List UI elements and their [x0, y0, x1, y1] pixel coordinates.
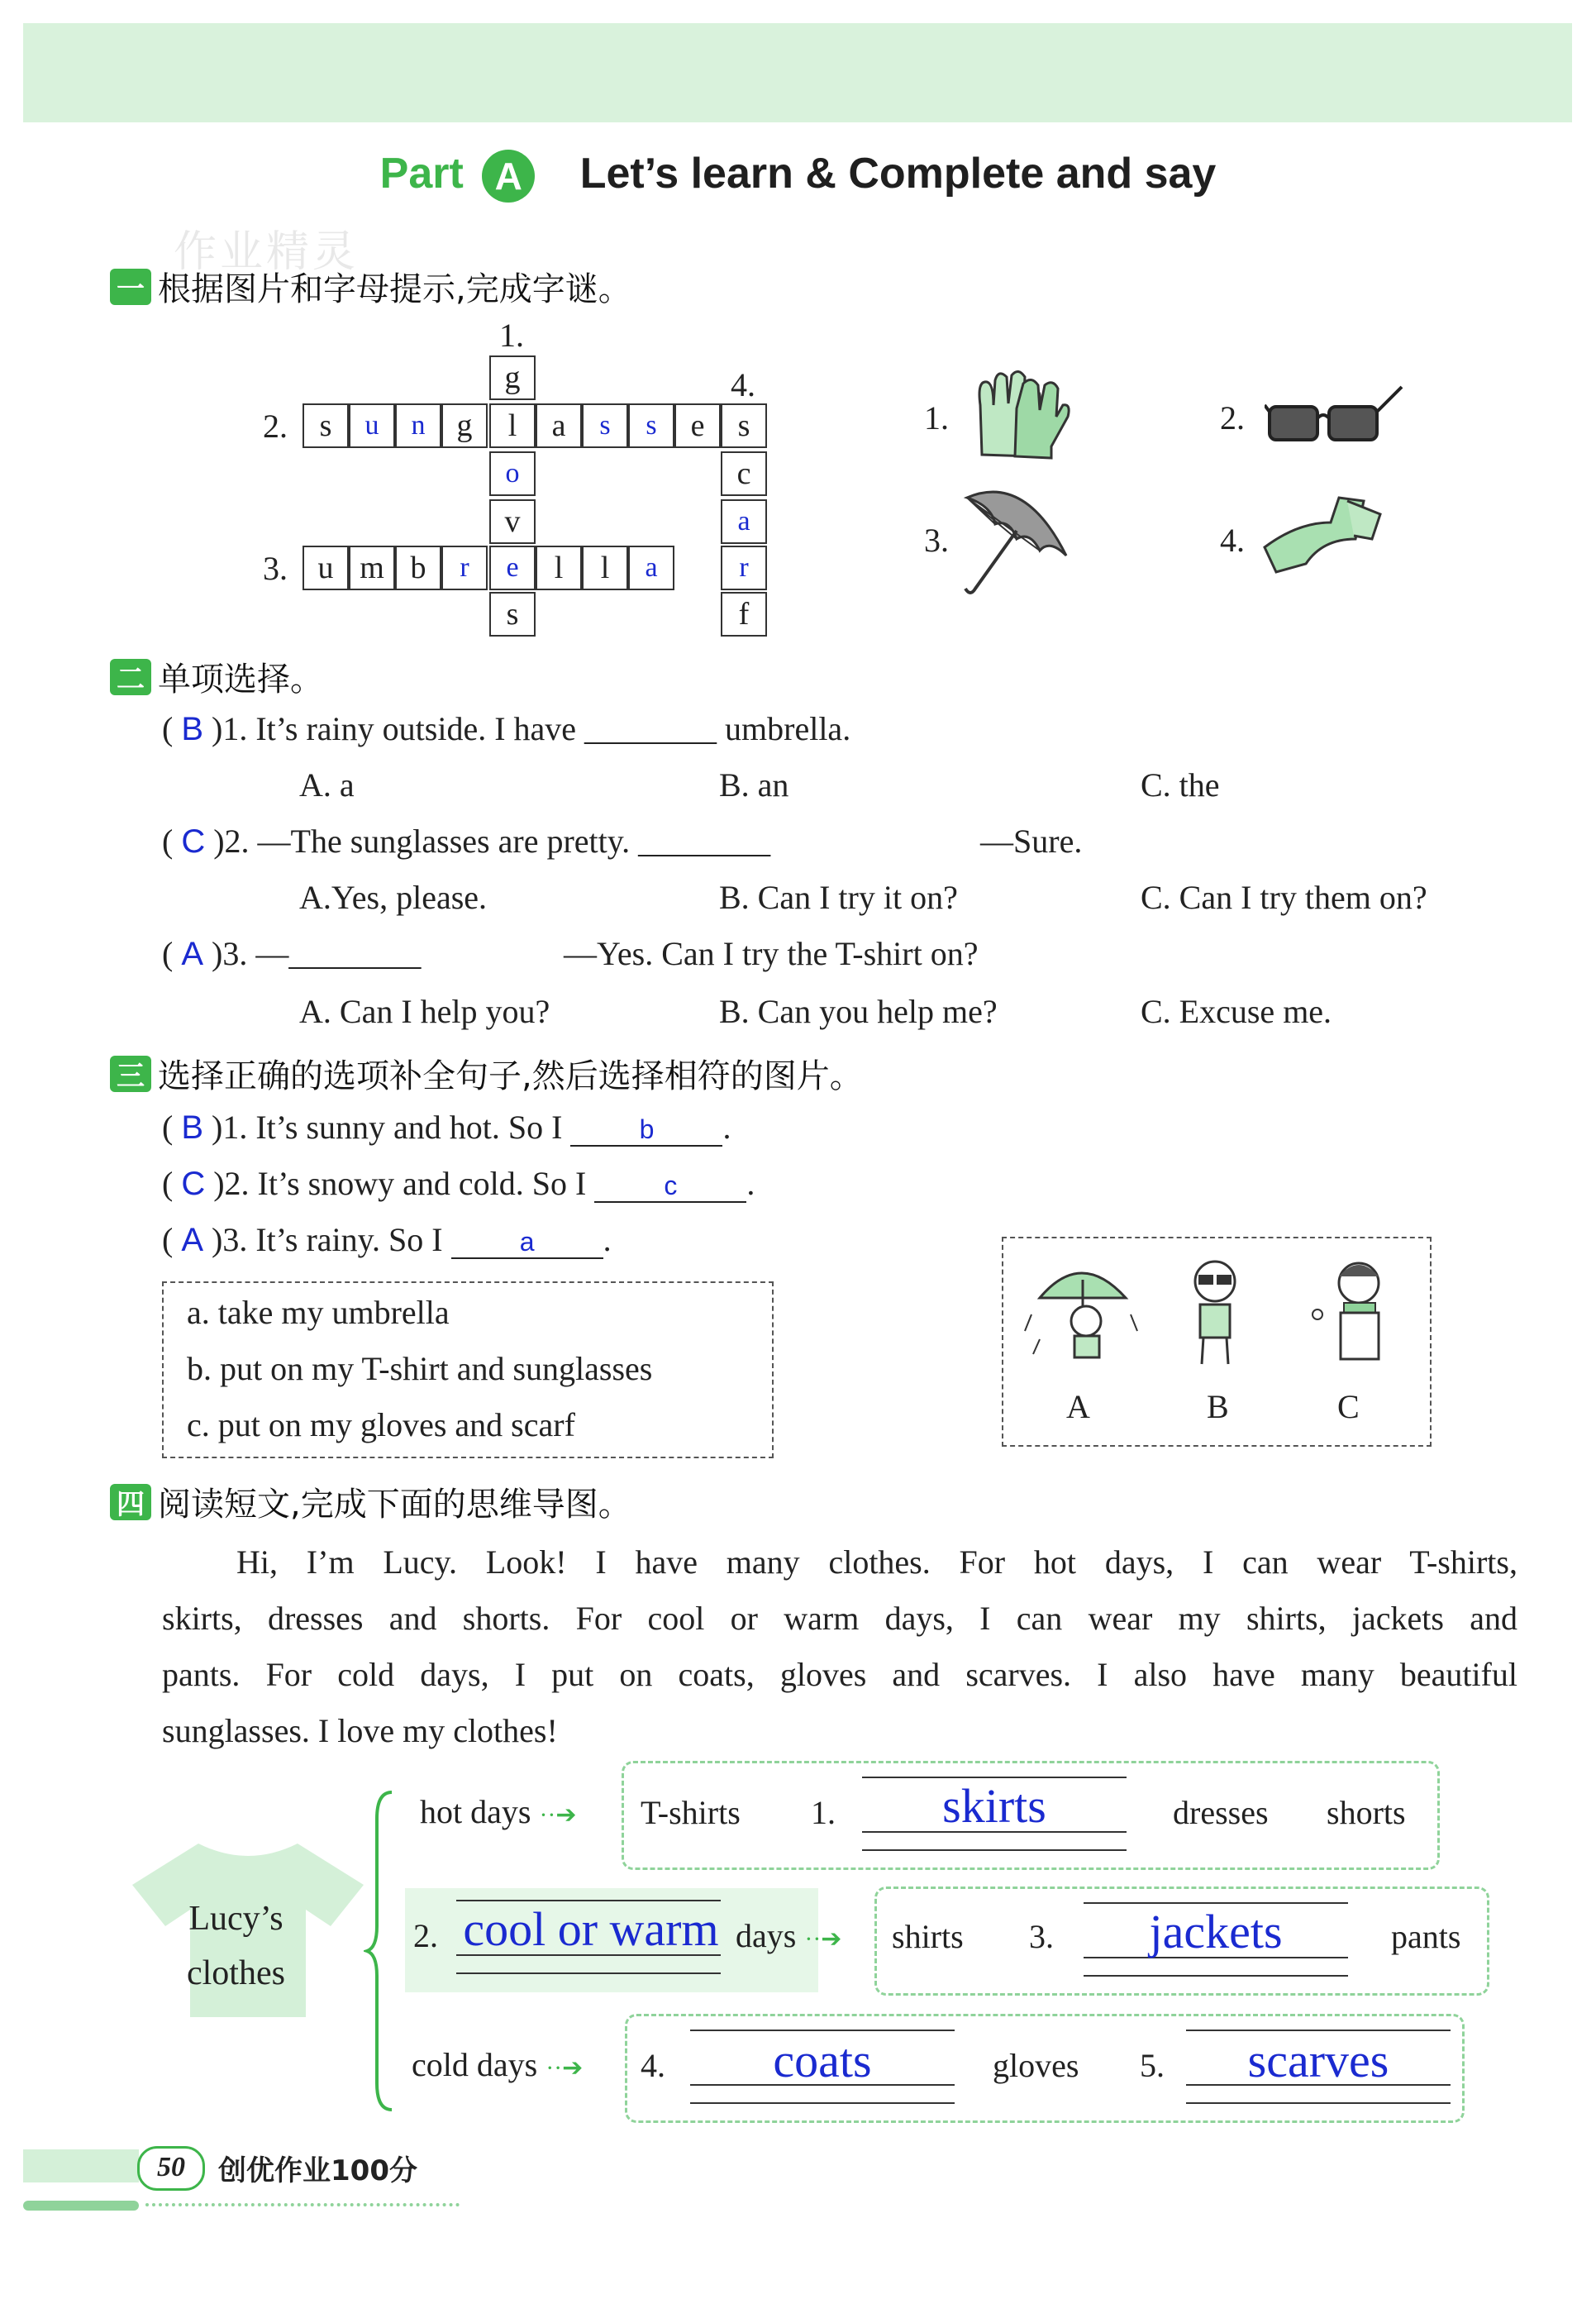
question-2-reply: —Sure.: [980, 823, 1083, 860]
part-label: Part: [379, 150, 464, 198]
crossword-cell[interactable]: r: [721, 546, 767, 590]
crossword-cell[interactable]: m: [349, 546, 395, 590]
crossword-cell[interactable]: a: [721, 499, 767, 544]
pictures-box: [1002, 1237, 1432, 1447]
question-3-reply: —Yes. Can I try the T-shirt on?: [564, 935, 979, 972]
picture-label-b: B: [1207, 1388, 1229, 1425]
section-2-number: 二: [110, 659, 151, 695]
section-3-instruction: 选择正确的选项补全句子,然后选择相符的图片。: [158, 1057, 863, 1095]
fill-question-1: ( B )1. It’s sunny and hot. So I b .: [162, 1109, 731, 1146]
question-1: ( B )1. It’s rainy outside. I have ________ umbrella.: [162, 710, 851, 747]
row2-item-b: pants: [1391, 1918, 1461, 1955]
crossword-cell[interactable]: g: [441, 403, 488, 448]
question-text: It’s snowy and cold. So I: [257, 1165, 587, 1202]
arrow-icon: ··➔: [539, 1801, 577, 1829]
answer-4: coats: [773, 2034, 872, 2087]
question-3: ( A )3. —________: [162, 935, 422, 972]
answer: A: [181, 1222, 204, 1258]
question-number: )3.: [212, 1221, 248, 1258]
row1-label: [420, 1792, 577, 1831]
brace-icon: [364, 1786, 397, 2116]
section-1-heading: [110, 263, 631, 310]
passage-line-3: pants. For cold days, I put on coats, gloves and scarves. I also have many beautiful: [162, 1656, 1517, 1693]
cold-kid-icon: [1301, 1248, 1408, 1372]
option-c: C. Can I try them on?: [1141, 879, 1427, 916]
question-number: )1.: [212, 1109, 248, 1146]
footer-dots: [145, 2203, 460, 2206]
passage-line-1: Hi, I’m Lucy. Look! I have many clothes. For hot days, I can wear T-shirts,: [236, 1543, 1517, 1581]
cold-days-label: cold days: [412, 2046, 538, 2083]
row1-item-c: shorts: [1327, 1794, 1406, 1831]
footer-brand: 创优作业100分: [218, 2154, 417, 2187]
blank-number-2: 2.: [413, 1917, 438, 1954]
center-line-2: clothes: [187, 1954, 285, 1992]
page-title: [0, 149, 1596, 203]
crossword-cell[interactable]: n: [395, 403, 441, 448]
picture-label-a: A: [1066, 1388, 1090, 1425]
crossword-cell[interactable]: e: [674, 403, 721, 448]
crossword-cell[interactable]: c: [721, 451, 767, 496]
crossword-cell[interactable]: s: [582, 403, 628, 448]
passage-line-4: sunglasses. I love my clothes!: [162, 1712, 558, 1749]
answer: C: [181, 823, 206, 860]
blank-number-5: 5.: [1140, 2047, 1165, 2084]
passage-line-2: skirts, dresses and shorts. For cool or warm days, I can wear my shirts, jackets and: [162, 1600, 1517, 1637]
row1-item-b: dresses: [1173, 1794, 1269, 1831]
answer-blank: b: [570, 1114, 722, 1147]
row2-item-a: shirts: [892, 1918, 964, 1955]
crossword-cell[interactable]: u: [303, 546, 349, 590]
crossword-cell[interactable]: o: [489, 451, 536, 496]
answer-2: cool or warm: [463, 1902, 719, 1956]
title-text: Let’s learn & Complete and say: [579, 150, 1217, 198]
crossword-cell[interactable]: e: [489, 546, 536, 590]
crossword-cell[interactable]: a: [536, 403, 582, 448]
arrow-icon: ··➔: [545, 2054, 584, 2082]
pic-label-2: 2.: [1220, 399, 1245, 436]
crossword-cell[interactable]: s: [303, 403, 349, 448]
blank-number-4: 4.: [641, 2047, 665, 2084]
option-b: B. an: [719, 766, 789, 804]
question-text: It’s rainy. So I: [255, 1221, 443, 1258]
fill-question-3: ( A )3. It’s rainy. So I a .: [162, 1221, 612, 1258]
crossword-cell[interactable]: r: [441, 546, 488, 590]
section-4-heading: [110, 1478, 631, 1525]
option-b-text: b. put on my T-shirt and sunglasses: [187, 1350, 653, 1387]
sunny-kid-icon: [1169, 1248, 1260, 1372]
option-c: C. the: [1141, 766, 1220, 804]
reading-passage: [162, 1534, 1517, 1759]
crossword-cell[interactable]: l: [536, 546, 582, 590]
scarf-icon: [1256, 489, 1389, 580]
picture-label-c: C: [1337, 1388, 1360, 1425]
question-text: It’s sunny and hot. So I: [255, 1109, 563, 1146]
crossword-cell[interactable]: b: [395, 546, 441, 590]
option-b: B. Can I try it on?: [719, 879, 958, 916]
writing-line: [690, 2030, 955, 2031]
mindmap-center: [187, 1891, 285, 2001]
center-line-1: Lucy’s: [188, 1900, 283, 1938]
question-number: )2.: [213, 1165, 250, 1202]
writing-line: [862, 1849, 1127, 1851]
crossword-cell[interactable]: s: [489, 592, 536, 637]
question-number: )2.: [213, 823, 250, 860]
option-a: A. Can I help you?: [299, 993, 550, 1030]
crossword-cell[interactable]: s: [721, 403, 767, 448]
section-2-instruction: 单项选择。: [158, 661, 323, 699]
blank-number-3: 3.: [1029, 1918, 1054, 1955]
crossword-cell[interactable]: s: [628, 403, 674, 448]
clue-number-3: 3.: [263, 550, 288, 587]
question-text: It’s rainy outside. I have ________ umbrella.: [255, 710, 851, 747]
row2-box: [874, 1887, 1489, 1996]
answer: B: [181, 711, 204, 747]
gloves-icon: [965, 364, 1073, 463]
fill-question-2: ( C )2. It’s snowy and cold. So I c .: [162, 1165, 755, 1202]
pic-label-4: 4.: [1220, 522, 1245, 559]
blank-number-1: 1.: [811, 1794, 836, 1831]
part-letter-badge: A: [482, 150, 535, 203]
crossword-cell[interactable]: v: [489, 499, 536, 544]
pic-label-1: 1.: [924, 399, 949, 436]
crossword-cell[interactable]: a: [628, 546, 674, 590]
crossword-cell[interactable]: l: [489, 403, 536, 448]
section-1-number: 一: [110, 269, 151, 305]
question-text: —________: [255, 935, 422, 972]
option-b: B. Can you help me?: [719, 993, 998, 1030]
footer-bar: [23, 2201, 139, 2211]
answer-3: jackets: [1149, 1905, 1283, 1958]
crossword-cell[interactable]: f: [721, 592, 767, 637]
row3-box: [625, 2014, 1465, 2123]
answer: C: [181, 1166, 206, 1202]
writing-line: [1186, 2030, 1451, 2031]
writing-line: [456, 1972, 721, 1974]
section-1-instruction: 根据图片和字母提示,完成字谜。: [158, 270, 631, 308]
answer-blank: c: [594, 1171, 746, 1203]
section-4-instruction: 阅读短文,完成下面的思维导图。: [158, 1486, 631, 1524]
question-number: )1.: [212, 710, 248, 747]
question-2: ( C )2. —The sunglasses are pretty. ________: [162, 823, 771, 860]
sunglasses-icon: [1265, 382, 1405, 448]
hot-days-label: hot days: [420, 1793, 531, 1830]
question-text: —The sunglasses are pretty. ________: [257, 823, 771, 860]
section-3-heading: [110, 1050, 863, 1097]
answer-blank: a: [451, 1227, 603, 1259]
row1-box: [622, 1761, 1440, 1870]
footer-band: [23, 2149, 139, 2182]
clue-number-4: 4.: [731, 366, 755, 403]
question-number: )3.: [212, 935, 248, 972]
arrow-icon: ··➔: [804, 1925, 842, 1953]
answer-5: scarves: [1247, 2034, 1389, 2087]
clue-number-1: 1.: [499, 317, 524, 354]
crossword-cell[interactable]: u: [349, 403, 395, 448]
days-label: days: [736, 1917, 797, 1954]
row3-label: [412, 2045, 583, 2084]
watermark: 作业精灵: [174, 227, 360, 277]
row3-item-a: gloves: [993, 2047, 1079, 2084]
row2-label: [736, 1916, 841, 1955]
rainy-kid-icon: [1023, 1248, 1147, 1372]
umbrella-icon: [959, 481, 1083, 597]
answer-1: skirts: [942, 1779, 1046, 1833]
section-2-heading: [110, 653, 323, 700]
writing-line: [1186, 2102, 1451, 2104]
answer: A: [181, 936, 204, 972]
answer: B: [181, 1109, 204, 1146]
writing-line: [1084, 1975, 1348, 1977]
top-band: [23, 23, 1572, 122]
section-4-number: 四: [110, 1484, 151, 1520]
clue-number-2: 2.: [263, 408, 288, 445]
option-a: A.Yes, please.: [299, 879, 488, 916]
crossword-cell[interactable]: l: [582, 546, 628, 590]
pic-label-3: 3.: [924, 522, 949, 559]
section-3-number: 三: [110, 1056, 151, 1092]
page-number: 50: [137, 2146, 205, 2191]
option-a-text: a. take my umbrella: [187, 1294, 450, 1331]
option-c: C. Excuse me.: [1141, 993, 1332, 1030]
crossword-cell[interactable]: g: [489, 355, 536, 400]
row1-item-a: T-shirts: [641, 1794, 741, 1831]
option-c-text: c. put on my gloves and scarf: [187, 1406, 575, 1443]
writing-line: [690, 2102, 955, 2104]
option-a: A. a: [299, 766, 355, 804]
options-box: [162, 1281, 774, 1458]
